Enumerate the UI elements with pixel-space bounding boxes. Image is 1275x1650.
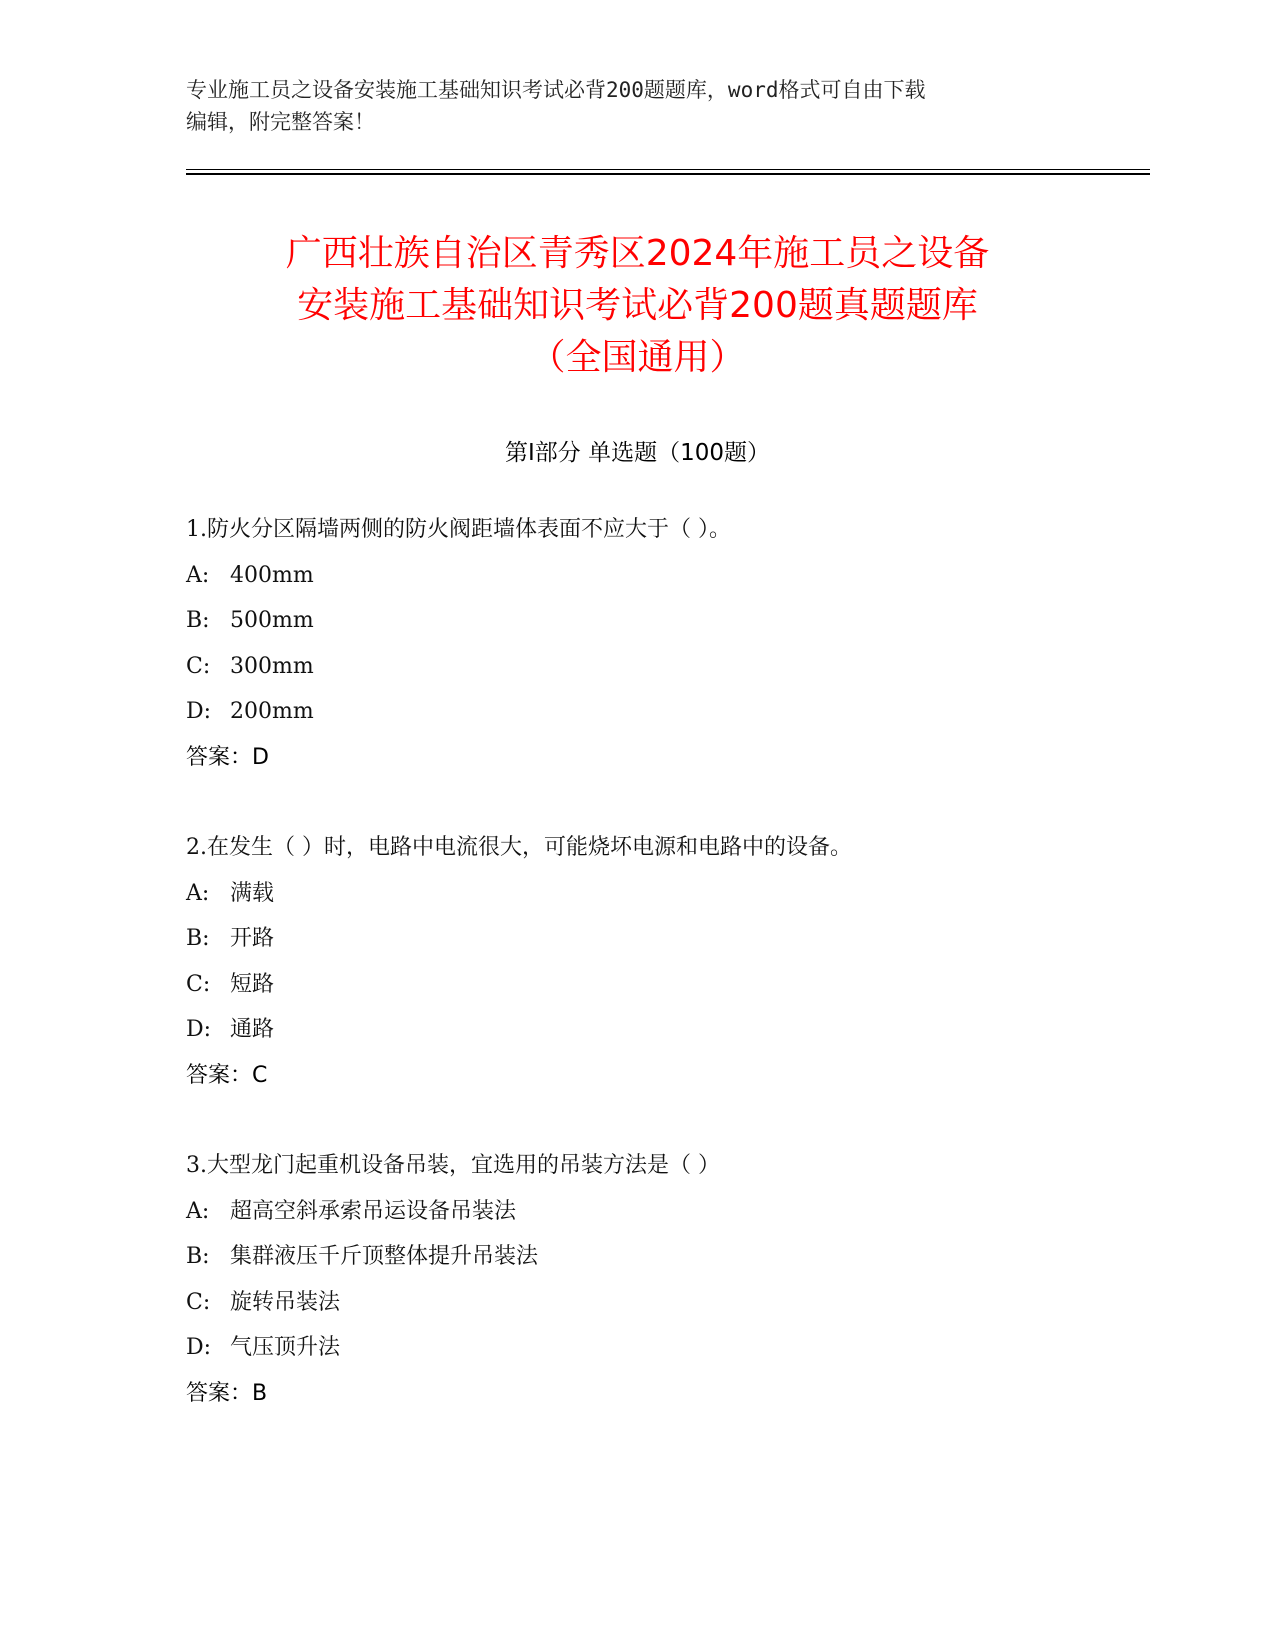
option-text: 气压顶升法	[230, 1335, 341, 1360]
option-text: 旋转吊装法	[230, 1289, 341, 1315]
answer: 答案：D	[186, 744, 269, 770]
option-text: 500mm	[230, 608, 314, 633]
option-text: 200mm	[230, 699, 314, 724]
option-text: 开路	[230, 926, 275, 951]
option-key: D:	[186, 1335, 212, 1360]
answer: 答案：B	[186, 1380, 268, 1406]
option-key: A:	[186, 1198, 210, 1224]
document-title-line3: （全国通用）	[529, 337, 746, 378]
option-key: A:	[186, 562, 210, 588]
option-text: 短路	[230, 971, 275, 997]
question-2	[186, 825, 1146, 1098]
option-key: C:	[186, 1289, 211, 1315]
option-a	[186, 1189, 1146, 1235]
option-key: C:	[186, 971, 211, 997]
option-text: 集群液压千斤顶整体提升吊装法	[230, 1244, 539, 1269]
option-a	[186, 553, 1146, 599]
option-c	[186, 1280, 1146, 1326]
question-1	[186, 507, 1146, 780]
option-d	[186, 1007, 1146, 1053]
question-stem: 2.在发生（ ）时，电路中电流很大，可能烧坏电源和电路中的设备。	[186, 835, 852, 860]
document-title	[120, 228, 1155, 384]
header-note	[186, 74, 1066, 138]
option-key: B:	[186, 926, 210, 951]
option-text: 通路	[230, 1017, 275, 1042]
document-title-line2: 安装施工基础知识考试必背200题真题题库	[297, 285, 978, 326]
option-b	[186, 916, 1146, 962]
question-stem: 1.防火分区隔墙两侧的防火阀距墙体表面不应大于（ ）。	[186, 517, 731, 542]
option-a	[186, 871, 1146, 917]
option-key: B:	[186, 1244, 210, 1269]
option-key: D:	[186, 699, 212, 724]
option-text: 超高空斜承索吊运设备吊装法	[230, 1198, 517, 1224]
option-c	[186, 962, 1146, 1008]
option-key: B:	[186, 608, 210, 633]
option-key: C:	[186, 653, 211, 679]
document-title-line1: 广西壮族自治区青秀区2024年施工员之设备	[285, 233, 990, 274]
option-text: 满载	[230, 880, 275, 906]
option-b	[186, 1234, 1146, 1280]
header-divider-thick	[186, 173, 1150, 175]
option-text: 300mm	[230, 653, 314, 679]
option-d	[186, 1325, 1146, 1371]
question-3	[186, 1143, 1146, 1416]
section-title: 第I部分 单选题（100题）	[505, 440, 770, 466]
header-divider-thin	[186, 169, 1150, 170]
answer: 答案：C	[186, 1062, 268, 1088]
option-key: A:	[186, 880, 210, 906]
option-d	[186, 689, 1146, 735]
option-text: 400mm	[230, 562, 314, 588]
option-b	[186, 598, 1146, 644]
option-key: D:	[186, 1017, 212, 1042]
header-note-line1: 专业施工员之设备安装施工基础知识考试必背200题题库，word格式可自由下载	[186, 78, 926, 102]
question-stem: 3.大型龙门起重机设备吊装，宜选用的吊装方法是（ ）	[186, 1153, 720, 1178]
header-note-line2: 编辑，附完整答案！	[186, 110, 375, 134]
option-c	[186, 644, 1146, 690]
